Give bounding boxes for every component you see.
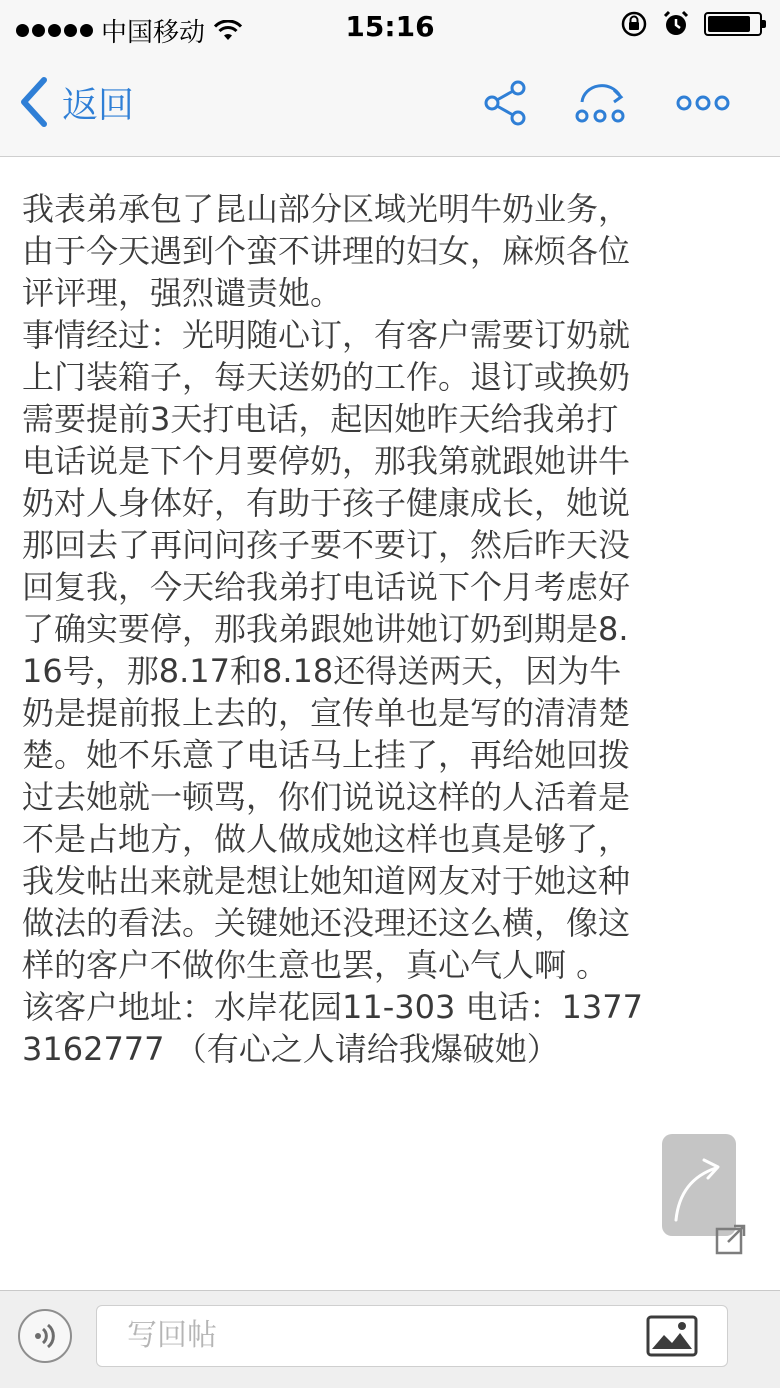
post-line: 需要提前3天打电话，起因她昨天给我弟打 bbox=[22, 400, 619, 438]
more-icon[interactable] bbox=[676, 93, 730, 113]
orientation-lock-icon bbox=[620, 10, 648, 38]
post-line: 了确实要停，那我弟跟她讲她订奶到期是8. bbox=[22, 610, 629, 648]
post-line: 样的客户不做你生意也罢，真心气人啊 。 bbox=[22, 946, 609, 984]
battery-icon bbox=[704, 12, 762, 36]
back-button[interactable] bbox=[18, 76, 134, 128]
alarm-icon bbox=[662, 10, 690, 38]
post-line: 不是占地方，做人做成她这样也真是够了， bbox=[22, 820, 631, 858]
external-link-icon[interactable] bbox=[714, 1222, 748, 1256]
voice-icon bbox=[32, 1323, 58, 1349]
status-time: 15:16 bbox=[345, 10, 435, 43]
carrier-name: 中国移动 bbox=[101, 18, 206, 48]
nav-actions bbox=[484, 80, 730, 126]
reply-toolbar bbox=[0, 1290, 780, 1388]
post-line: 奶对人身体好，有助于孩子健康成长，她说 bbox=[22, 484, 631, 522]
image-icon[interactable] bbox=[646, 1315, 698, 1357]
post-line: 过去她就一顿骂，你们说说这样的人活着是 bbox=[22, 778, 631, 816]
voice-button[interactable] bbox=[18, 1309, 72, 1363]
post-line: 由于今天遇到个蛮不讲理的妇女，麻烦各位 bbox=[22, 232, 631, 270]
status-bar bbox=[0, 0, 780, 52]
post-line: 上门装箱子，每天送奶的工作。退订或换奶 bbox=[22, 358, 631, 396]
post-line: 那回去了再问问孩子要不要订，然后昨天没 bbox=[22, 526, 631, 564]
post-line: 3162777 （有心之人请给我爆破她） bbox=[22, 1030, 559, 1068]
post-line: 电话说是下个月要停奶，那我第就跟她讲牛 bbox=[22, 442, 631, 480]
status-right bbox=[620, 10, 762, 38]
post-line: 楚。她不乐意了电话马上挂了，再给她回拨 bbox=[22, 736, 631, 774]
post-line: 评评理，强烈谴责她。 bbox=[22, 274, 343, 312]
floating-share-button[interactable] bbox=[662, 1134, 736, 1236]
post-line: 我表弟承包了昆山部分区域光明牛奶业务， bbox=[22, 190, 631, 228]
post-body bbox=[22, 188, 762, 1070]
refresh-icon[interactable] bbox=[574, 80, 630, 126]
arrow-curve-icon bbox=[662, 1134, 736, 1236]
back-label: 返回 bbox=[62, 84, 135, 126]
post-line: 16号，那8.17和8.18还得送两天，因为牛 bbox=[22, 652, 622, 690]
post-line: 我发帖出来就是想让她知道网友对于她这种 bbox=[22, 862, 631, 900]
post-line: 该客户地址：水岸花园11-303 电话：1377 bbox=[22, 988, 643, 1026]
nav-bar bbox=[0, 52, 780, 157]
chevron-left-icon bbox=[18, 76, 50, 128]
share-icon[interactable] bbox=[484, 80, 528, 126]
post-line: 奶是提前报上去的，宣传单也是写的清清楚 bbox=[22, 694, 631, 732]
post-line: 事情经过：光明随心订，有客户需要订奶就 bbox=[22, 316, 631, 354]
post-line: 回复我，今天给我弟打电话说下个月考虑好 bbox=[22, 568, 631, 606]
reply-input[interactable]: 写回帖 bbox=[96, 1305, 728, 1367]
post-line: 做法的看法。关键她还没理还这么横，像这 bbox=[22, 904, 631, 942]
